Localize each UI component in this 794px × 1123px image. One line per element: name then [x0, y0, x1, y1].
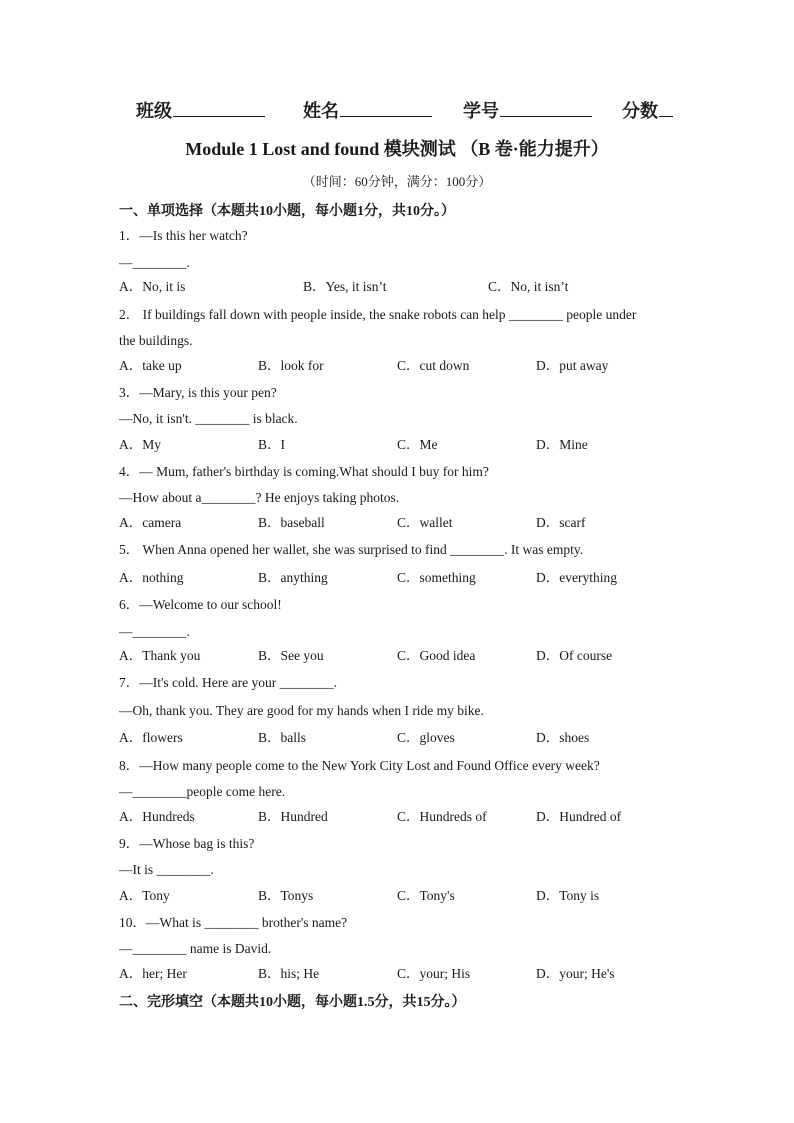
option-b[interactable]: B．his; He [258, 966, 320, 981]
question-4-options [119, 514, 679, 532]
option-c[interactable]: C．wallet [397, 515, 453, 530]
option-b[interactable]: B．Yes, it isn’t [303, 279, 387, 294]
option-c[interactable]: C．Hundreds of [397, 809, 487, 824]
option-c[interactable]: C．Me [397, 437, 438, 452]
question-7-line-2: —Oh, thank you. They are good for my hands when I ride my bike. [119, 703, 484, 718]
question-5-options [119, 569, 679, 587]
question-8-line-2: —________people come here. [119, 784, 286, 799]
option-d[interactable]: D．your; He's [536, 966, 615, 981]
option-b[interactable]: B．See you [258, 648, 324, 663]
option-a[interactable]: A．her; Her [119, 966, 187, 981]
question-1-line-1: 1．—Is this her watch? [119, 228, 248, 243]
option-d[interactable]: D．Tony is [536, 888, 600, 903]
name-field[interactable] [303, 97, 432, 123]
score-blank[interactable] [659, 97, 673, 117]
option-a[interactable]: A．Thank you [119, 648, 201, 663]
student-id-label: 学号 [463, 101, 499, 121]
option-b[interactable]: B．balls [258, 730, 307, 745]
question-8-line-1: 8．—How many people come to the New York City Lost and Found Office every week? [119, 758, 600, 773]
section2-heading: 二、完形填空（本题共10小题，每小题1.5分，共15分。） [119, 995, 466, 1010]
option-d[interactable]: D．Of course [536, 648, 613, 663]
question-3-line-2: —No, it isn't. ________ is black. [119, 411, 298, 426]
question-6-line-2: —________. [119, 624, 190, 639]
score-field[interactable] [622, 97, 673, 123]
student-id-blank[interactable] [500, 97, 592, 117]
option-a[interactable]: A．flowers [119, 730, 183, 745]
section1-heading: 一、单项选择（本题共10小题，每小题1分，共10分。） [119, 204, 455, 219]
option-c[interactable]: C．No, it isn’t [488, 279, 569, 294]
option-c[interactable]: C．something [397, 570, 476, 585]
option-b[interactable]: B．look for [258, 358, 324, 373]
question-7-line-1: 7．—It's cold. Here are your ________. [119, 675, 338, 690]
question-4-line-1: 4．— Mum, father's birthday is coming.What should I buy for him? [119, 464, 489, 479]
option-d[interactable]: D．shoes [536, 730, 590, 745]
option-d[interactable]: D．put away [536, 358, 609, 373]
question-2-line-2: the buildings. [119, 333, 193, 348]
option-b[interactable]: B．Tonys [258, 888, 314, 903]
question-3-line-1: 3．—Mary, is this your pen? [119, 385, 277, 400]
question-6-options [119, 647, 679, 665]
question-3-options [119, 436, 679, 454]
question-6-line-1: 6．—Welcome to our school! [119, 597, 282, 612]
class-field[interactable] [136, 97, 265, 123]
option-c[interactable]: C．gloves [397, 730, 455, 745]
option-c[interactable]: C．Good idea [397, 648, 476, 663]
page-title: Module 1 Lost and found 模块测试 （B 卷·能力提升） [185, 139, 609, 159]
question-8-options [119, 808, 679, 826]
question-4-line-2: —How about a________? He enjoys taking photos. [119, 490, 400, 505]
option-b[interactable]: B．anything [258, 570, 328, 585]
option-c[interactable]: C．Tony's [397, 888, 455, 903]
option-a[interactable]: A．My [119, 437, 162, 452]
exam-info: （时间：60分钟，满分：100分） [302, 174, 492, 189]
option-a[interactable]: A．camera [119, 515, 182, 530]
question-1-options [119, 278, 679, 296]
option-a[interactable]: A．No, it is [119, 279, 186, 294]
name-blank[interactable] [340, 97, 432, 117]
question-9-line-1: 9．—Whose bag is this? [119, 836, 255, 851]
option-d[interactable]: D．Mine [536, 437, 588, 452]
student-id-field[interactable] [463, 97, 592, 123]
question-2-options [119, 357, 679, 375]
option-a[interactable]: A．nothing [119, 570, 184, 585]
question-9-line-2: —It is ________. [119, 862, 214, 877]
name-label: 姓名 [303, 101, 339, 121]
option-d[interactable]: D．Hundred of [536, 809, 622, 824]
option-d[interactable]: D．everything [536, 570, 617, 585]
option-a[interactable]: A．Tony [119, 888, 170, 903]
option-b[interactable]: B．I [258, 437, 285, 452]
question-10-line-2: —________ name is David. [119, 941, 272, 956]
option-d[interactable]: D．scarf [536, 515, 586, 530]
question-1-line-2: —________. [119, 255, 190, 270]
class-label: 班级 [136, 101, 172, 121]
option-c[interactable]: C．cut down [397, 358, 470, 373]
question-2-line-1: 2． If buildings fall down with people inside, the snake robots can help ________ people under [119, 307, 637, 322]
option-a[interactable]: A．Hundreds [119, 809, 195, 824]
option-b[interactable]: B．baseball [258, 515, 325, 530]
score-label: 分数 [622, 101, 658, 121]
question-5-line-1: 5． When Anna opened her wallet, she was surprised to find ________. It was empty. [119, 542, 584, 557]
question-9-options [119, 887, 679, 905]
question-7-options [119, 729, 679, 747]
class-blank[interactable] [173, 97, 265, 117]
option-a[interactable]: A．take up [119, 358, 182, 373]
question-10-options [119, 965, 679, 983]
option-b[interactable]: B．Hundred [258, 809, 328, 824]
option-c[interactable]: C．your; His [397, 966, 471, 981]
question-10-line-1: 10．—What is ________ brother's name? [119, 915, 348, 930]
